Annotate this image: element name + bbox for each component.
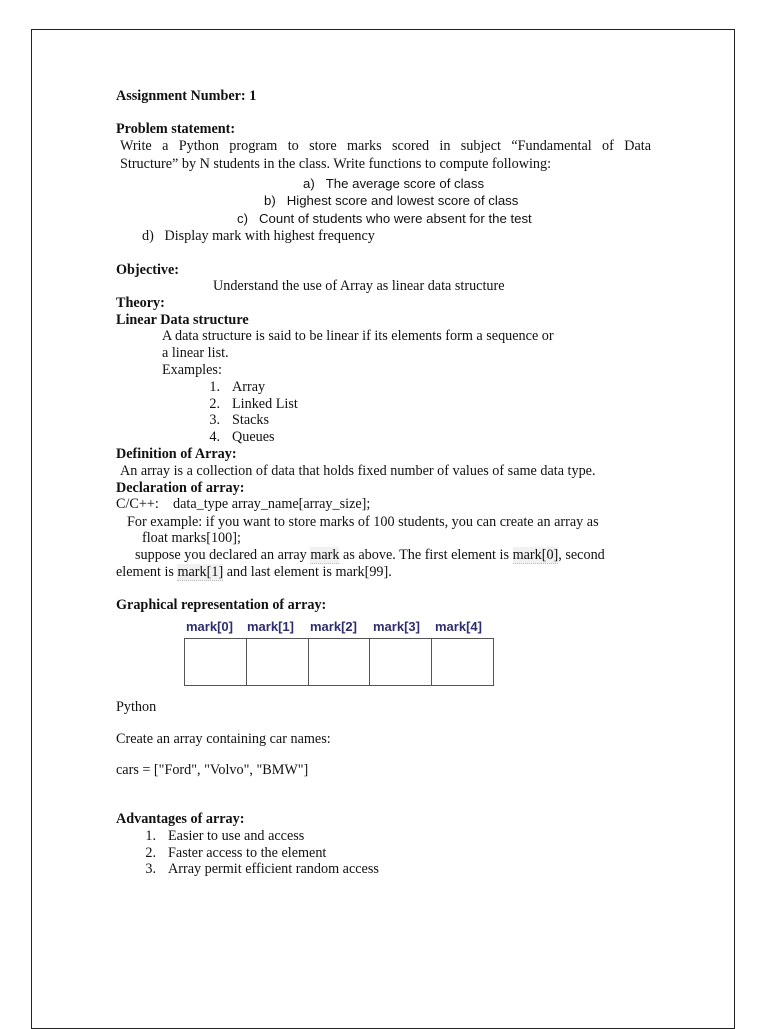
advantage-item: Faster access to the element [168, 845, 327, 861]
declaration-example-line-1: For example: if you want to store marks of 100 students, you can create an array as [127, 514, 599, 530]
array-index-label: mark[1] [247, 619, 294, 634]
example-item: Array [232, 379, 266, 395]
example-number: 1. [209, 379, 220, 395]
definition-text: An array is a collection of data that holds fixed number of values of same data type. [120, 463, 596, 479]
example-item: Queues [232, 429, 275, 445]
array-cell [432, 639, 493, 685]
advantage-item: Array permit efficient random access [168, 861, 379, 877]
array-index-label: mark[3] [373, 619, 420, 634]
problem-line-1: Write a Python program to store marks scored in subject “Fundamental of Data [120, 138, 651, 154]
problem-line-2: Structure” by N students in the class. Write functions to compute following: [120, 156, 552, 172]
linear-ds-heading: Linear Data structure [116, 312, 249, 328]
advantage-number: 2. [145, 845, 156, 861]
array-cell [309, 639, 371, 685]
array-diagram [184, 638, 494, 686]
array-index-label: mark[2] [310, 619, 357, 634]
array-cell [185, 639, 247, 685]
declaration-element-line: element is mark[1] and last element is mark[99]. [116, 564, 392, 580]
advantage-number: 3. [145, 861, 156, 877]
example-number: 4. [209, 429, 220, 445]
python-intro: Create an array containing car names: [116, 731, 331, 747]
declaration-syntax: C/C++: data_type array_name[array_size]; [116, 496, 371, 512]
python-label: Python [116, 699, 157, 715]
array-cell [247, 639, 309, 685]
declaration-suppose-line: suppose you declared an array mark as above. The first element is mark[0], second [135, 547, 605, 563]
array-cell [370, 639, 432, 685]
theory-heading: Theory: [116, 295, 165, 311]
problem-item-c: c) Count of students who were absent for the test [237, 211, 532, 226]
assignment-title: Assignment Number: 1 [116, 88, 257, 104]
advantage-item: Easier to use and access [168, 828, 305, 844]
problem-heading: Problem statement: [116, 121, 236, 137]
problem-item-a: a) The average score of class [303, 176, 485, 191]
problem-item-b: b) Highest score and lowest score of class [264, 193, 519, 208]
definition-heading: Definition of Array: [116, 446, 237, 462]
linear-ds-line-2: a linear list. [162, 345, 229, 361]
advantage-number: 1. [145, 828, 156, 844]
objective-text: Understand the use of Array as linear data structure [213, 278, 505, 294]
declaration-heading: Declaration of array: [116, 480, 245, 496]
graphical-heading: Graphical representation of array: [116, 597, 327, 613]
declaration-example-line-2: float marks[100]; [142, 530, 241, 546]
example-item: Stacks [232, 412, 270, 428]
array-index-label: mark[4] [435, 619, 482, 634]
array-index-label: mark[0] [186, 619, 233, 634]
examples-label: Examples: [162, 362, 222, 378]
linear-ds-line-1: A data structure is said to be linear if its elements form a sequence or [162, 328, 554, 344]
advantages-heading: Advantages of array: [116, 811, 245, 827]
example-item: Linked List [232, 396, 298, 412]
objective-heading: Objective: [116, 262, 180, 278]
example-number: 2. [209, 396, 220, 412]
problem-item-d: d) Display mark with highest frequency [142, 228, 375, 244]
python-code: cars = ["Ford", "Volvo", "BMW"] [116, 762, 309, 778]
example-number: 3. [209, 412, 220, 428]
